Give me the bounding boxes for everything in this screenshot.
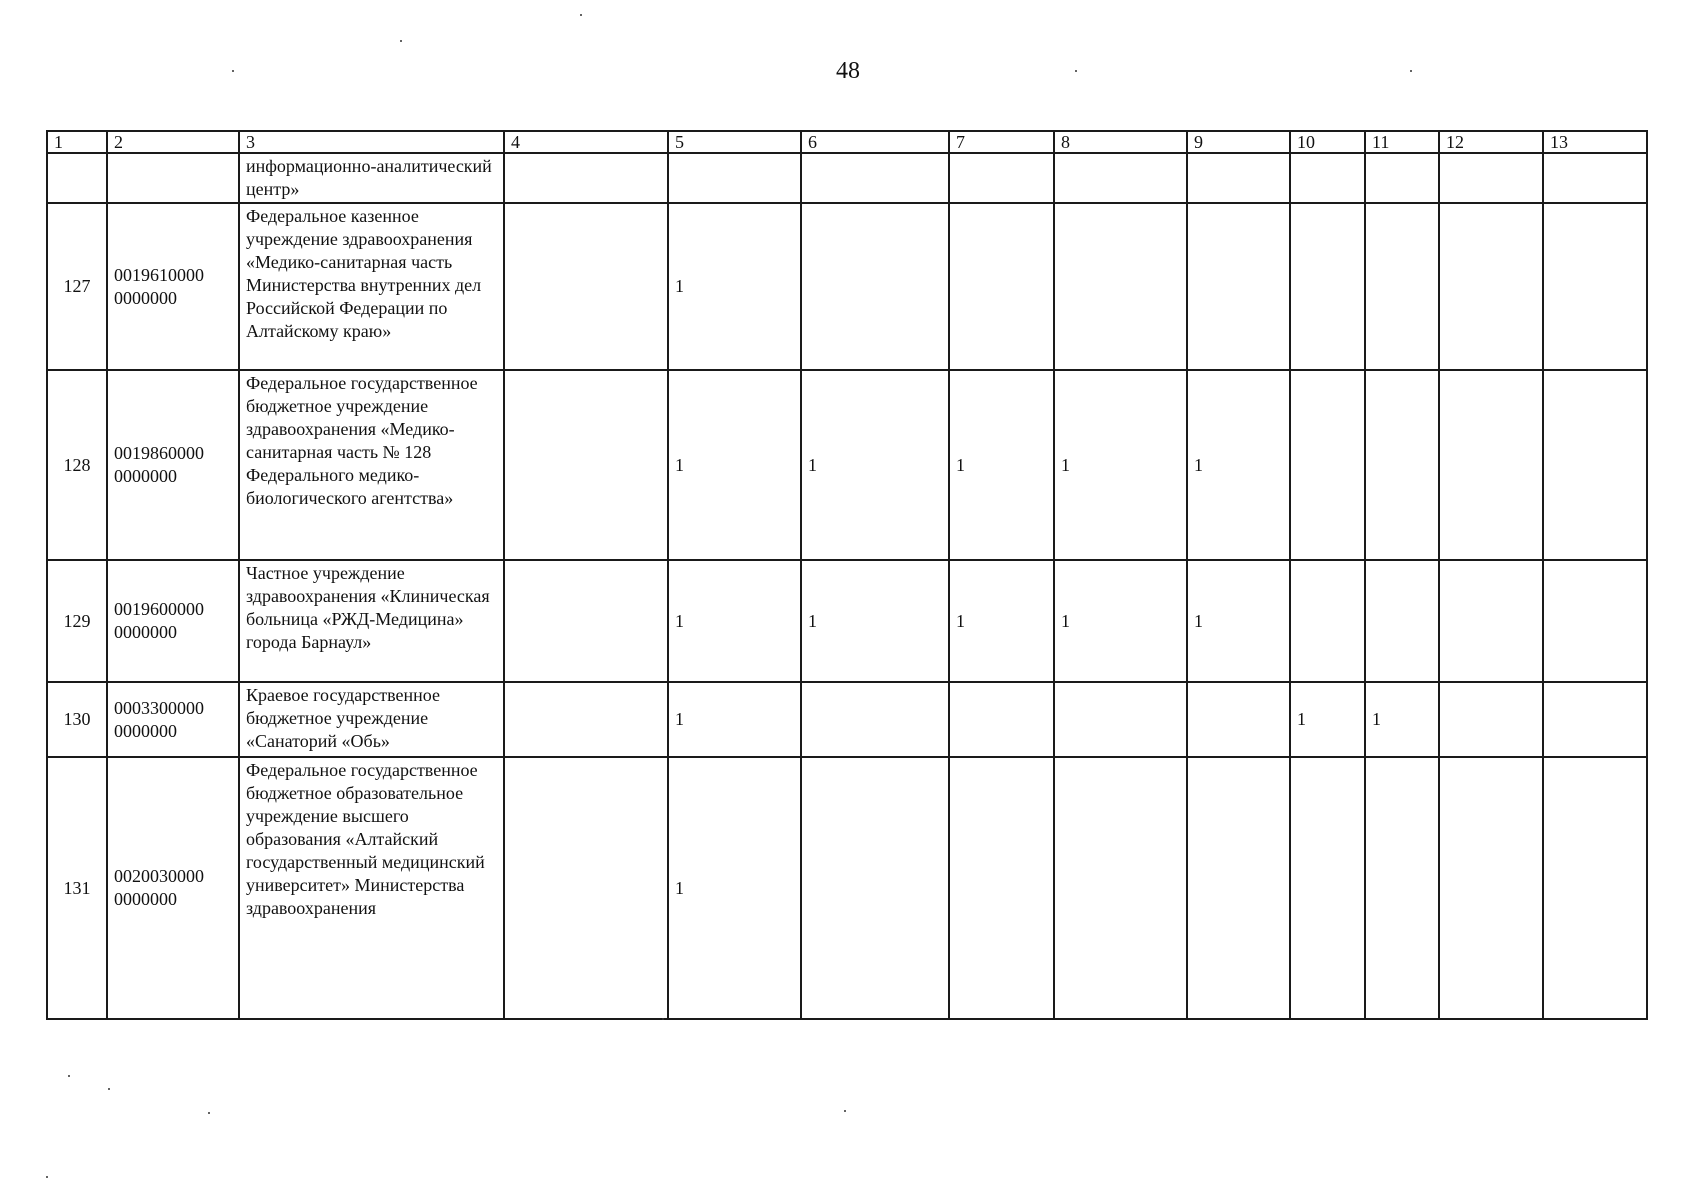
scan-speck: [232, 70, 234, 72]
column-header: 2: [107, 131, 239, 153]
scan-speck: [108, 1088, 110, 1090]
value-cell: [949, 682, 1054, 757]
column-header: 3: [239, 131, 504, 153]
scan-speck: [208, 1112, 210, 1114]
code-part: 0000000: [114, 466, 177, 486]
value-cell: [504, 682, 668, 757]
column-header: 7: [949, 131, 1054, 153]
row-number-cell: 127: [47, 203, 107, 370]
value-cell: [1439, 203, 1543, 370]
column-header: 10: [1290, 131, 1365, 153]
value-cell: [1543, 560, 1647, 682]
value-cell: [668, 153, 801, 203]
value-cell: [1290, 560, 1365, 682]
value-cell: [1187, 682, 1290, 757]
value-cell: [1187, 203, 1290, 370]
value-cell: [1543, 153, 1647, 203]
column-header: 12: [1439, 131, 1543, 153]
value-cell: [1054, 203, 1187, 370]
code-part: 0019610000: [114, 264, 204, 285]
value-cell: 1: [668, 757, 801, 1019]
value-cell: [1054, 682, 1187, 757]
value-cell: [949, 203, 1054, 370]
value-cell: [801, 153, 949, 203]
scan-speck: [400, 40, 402, 42]
value-cell: 1: [668, 370, 801, 560]
code-cell: [107, 757, 239, 1019]
column-header: 6: [801, 131, 949, 153]
table-row: [47, 682, 1647, 757]
column-header: 13: [1543, 131, 1647, 153]
institution-name-cell: Федеральное государственное бюджетное учреждение здравоохранения «Медико-санитарная часть № 128 Федерального медико-биологического агентства»: [239, 370, 504, 560]
value-cell: [1543, 682, 1647, 757]
value-cell: [1054, 757, 1187, 1019]
page-number: 48: [836, 58, 860, 84]
institution-name-cell: Федеральное государственное бюджетное образовательное учреждение высшего образования «Алтайский государственный медицинский университет» Министерства здравоохранения: [239, 757, 504, 1019]
value-cell: [949, 153, 1054, 203]
value-cell: [1290, 153, 1365, 203]
value-cell: 1: [1187, 370, 1290, 560]
column-header: 4: [504, 131, 668, 153]
column-header: 1: [47, 131, 107, 153]
column-header: 11: [1365, 131, 1439, 153]
code-part: 0000000: [114, 889, 177, 909]
value-cell: 1: [1187, 560, 1290, 682]
value-cell: [1439, 153, 1543, 203]
code-cell: [107, 370, 239, 560]
row-number-cell: 131: [47, 757, 107, 1019]
value-cell: [1187, 757, 1290, 1019]
value-cell: [1290, 370, 1365, 560]
value-cell: 1: [949, 560, 1054, 682]
row-number-cell: 128: [47, 370, 107, 560]
scan-speck: [1410, 70, 1412, 72]
value-cell: 1: [1365, 682, 1439, 757]
code-cell: [107, 682, 239, 757]
column-header: 5: [668, 131, 801, 153]
code-part: 0019860000: [114, 443, 204, 463]
value-cell: [1439, 370, 1543, 560]
value-cell: [1365, 560, 1439, 682]
value-cell: [1187, 153, 1290, 203]
code-part: 0000000: [114, 720, 177, 741]
value-cell: [1365, 370, 1439, 560]
table-row: [47, 203, 1647, 370]
scan-speck: [580, 14, 582, 16]
institution-name-cell: Краевое государственное бюджетное учреждение «Санаторий «Обь»: [239, 682, 504, 757]
value-cell: [1439, 682, 1543, 757]
code-cell: [107, 560, 239, 682]
scan-speck: [844, 1110, 846, 1112]
institution-name-cell: информационно-аналитический центр»: [239, 153, 504, 203]
table-row: [47, 153, 1647, 203]
scan-speck: [1075, 70, 1077, 72]
value-cell: [504, 203, 668, 370]
value-cell: [1054, 153, 1187, 203]
value-cell: 1: [668, 203, 801, 370]
institution-name-cell: Федеральное казенное учреждение здравоохранения «Медико-санитарная часть Министерства внутренних дел Российской Федерации по Алтайскому краю»: [239, 203, 504, 370]
institution-name-cell: Частное учреждение здравоохранения «Клиническая больница «РЖД-Медицина» города Барнаул»: [239, 560, 504, 682]
code-part: 0020030000: [114, 866, 204, 886]
scan-speck: [662, 1018, 664, 1020]
value-cell: 1: [668, 682, 801, 757]
value-cell: 1: [801, 560, 949, 682]
value-cell: 1: [949, 370, 1054, 560]
value-cell: 1: [668, 560, 801, 682]
code-part: 0000000: [114, 287, 177, 308]
value-cell: [801, 757, 949, 1019]
column-number-row: [47, 131, 1647, 153]
value-cell: [801, 682, 949, 757]
code-part: 0019600000: [114, 599, 204, 619]
value-cell: 1: [1054, 370, 1187, 560]
value-cell: [1290, 757, 1365, 1019]
scan-speck: [46, 1176, 48, 1178]
row-number-cell: 130: [47, 682, 107, 757]
value-cell: [1543, 757, 1647, 1019]
code-part: 0003300000: [114, 697, 204, 718]
value-cell: [1543, 203, 1647, 370]
value-cell: [1365, 203, 1439, 370]
value-cell: [1439, 560, 1543, 682]
table-row: [47, 757, 1647, 1019]
code-part: 0000000: [114, 622, 177, 642]
value-cell: [1365, 757, 1439, 1019]
value-cell: [1365, 153, 1439, 203]
value-cell: 1: [801, 370, 949, 560]
row-number-cell: 129: [47, 560, 107, 682]
value-cell: [504, 757, 668, 1019]
code-cell: [107, 203, 239, 370]
value-cell: [504, 153, 668, 203]
value-cell: [504, 370, 668, 560]
value-cell: 1: [1290, 682, 1365, 757]
table-row: [47, 560, 1647, 682]
table-row: [47, 370, 1647, 560]
value-cell: [1439, 757, 1543, 1019]
value-cell: [801, 203, 949, 370]
column-header: 8: [1054, 131, 1187, 153]
row-number-cell: [47, 153, 107, 203]
value-cell: [1290, 203, 1365, 370]
value-cell: [1543, 370, 1647, 560]
scan-speck: [68, 1075, 70, 1077]
register-table: [46, 130, 1648, 1020]
column-header: 9: [1187, 131, 1290, 153]
code-cell: [107, 153, 239, 203]
value-cell: [504, 560, 668, 682]
value-cell: [949, 757, 1054, 1019]
value-cell: 1: [1054, 560, 1187, 682]
